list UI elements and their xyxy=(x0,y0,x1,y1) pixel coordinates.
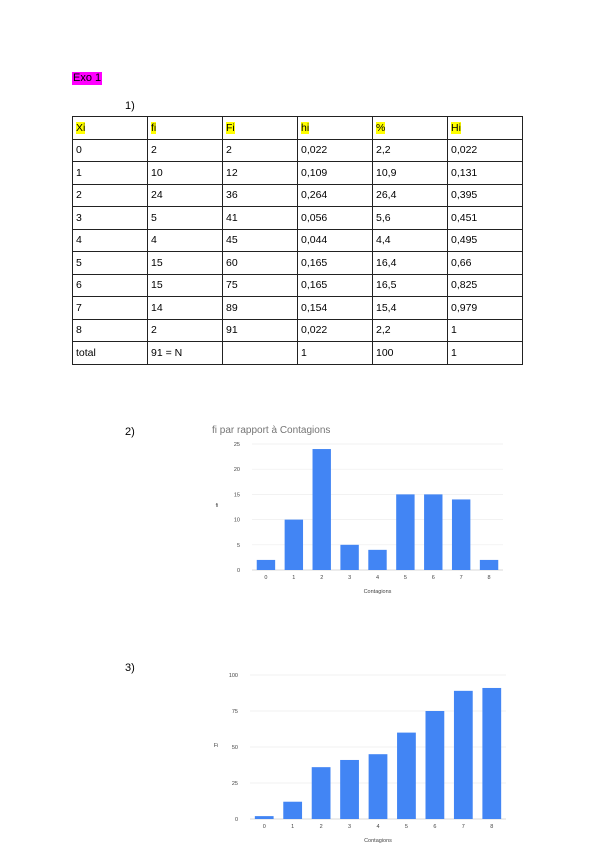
table-cell: 41 xyxy=(223,207,298,230)
y-tick-label: 0 xyxy=(234,817,238,823)
table-cell: 24 xyxy=(148,184,223,207)
table-cell: 0,022 xyxy=(298,139,373,162)
table-cell: 6 xyxy=(73,274,148,297)
bar-4 xyxy=(368,550,386,570)
bar-0 xyxy=(257,560,275,570)
table-cell: 0,495 xyxy=(448,229,523,252)
y-tick-label: 20 xyxy=(233,467,240,474)
x-tick-label: 0 xyxy=(262,824,266,830)
y-tick-label: 5 xyxy=(236,542,240,549)
table-cell: 5 xyxy=(73,252,148,275)
x-tick-label: 1 xyxy=(291,824,295,830)
table-cell: 0,451 xyxy=(448,207,523,230)
table-cell: 1 xyxy=(298,342,373,365)
table-row xyxy=(73,274,523,297)
x-tick-label: 0 xyxy=(264,575,268,581)
Fi-bar-chart xyxy=(200,660,520,848)
column-header xyxy=(223,117,298,140)
table-cell: 4 xyxy=(73,229,148,252)
chart-title: fi par rapport à Contagions xyxy=(212,425,331,436)
table-cell: 5,6 xyxy=(373,207,448,230)
question-3-label: 3) xyxy=(125,662,135,674)
x-tick-label: 4 xyxy=(376,824,380,830)
x-tick-label: 6 xyxy=(431,575,435,581)
column-header-label: Hi xyxy=(451,121,461,134)
y-tick-label: 0 xyxy=(236,568,240,574)
x-tick-label: 7 xyxy=(459,575,463,581)
table-cell: 0,165 xyxy=(298,252,373,275)
table-cell: 10,9 xyxy=(373,162,448,185)
table-cell: 0,264 xyxy=(298,184,373,207)
x-tick-label: 8 xyxy=(490,824,494,830)
table-cell: 0 xyxy=(73,139,148,162)
table-cell: 0,395 xyxy=(448,184,523,207)
y-tick-label: 50 xyxy=(231,745,238,751)
table-cell: 2 xyxy=(223,139,298,162)
table-cell: 14 xyxy=(148,297,223,320)
table-cell: 16,4 xyxy=(373,252,448,275)
table-cell: 0,66 xyxy=(448,252,523,275)
table-cell: 0,109 xyxy=(298,162,373,185)
table-header-row xyxy=(73,117,523,140)
table-cell: 36 xyxy=(223,184,298,207)
table-cell: 2 xyxy=(148,139,223,162)
table-cell xyxy=(223,342,298,365)
table-cell: 89 xyxy=(223,297,298,320)
y-axis-label: Fi xyxy=(213,743,219,749)
bar-1 xyxy=(285,520,303,570)
table-cell: total xyxy=(73,342,148,365)
bar-8 xyxy=(480,560,498,570)
table-cell: 2,2 xyxy=(373,139,448,162)
x-tick-label: 3 xyxy=(348,575,352,581)
table-cell: 0,165 xyxy=(298,274,373,297)
bar-5 xyxy=(396,494,414,570)
table-row xyxy=(73,229,523,252)
table-cell: 2 xyxy=(148,319,223,342)
table-cell: 15,4 xyxy=(373,297,448,320)
table-cell: 0,154 xyxy=(298,297,373,320)
table-cell: 8 xyxy=(73,319,148,342)
table-cell: 1 xyxy=(448,342,523,365)
table-cell: 7 xyxy=(73,297,148,320)
x-axis-label: Contagions xyxy=(364,838,392,844)
bar-5 xyxy=(397,733,416,819)
table-cell: 3 xyxy=(73,207,148,230)
table-cell: 10 xyxy=(148,162,223,185)
table-cell: 0,022 xyxy=(448,139,523,162)
table-cell: 15 xyxy=(148,274,223,297)
table-cell: 0,131 xyxy=(448,162,523,185)
table-cell: 12 xyxy=(223,162,298,185)
bar-7 xyxy=(452,499,470,570)
y-tick-label: 75 xyxy=(231,709,238,715)
table-row xyxy=(73,319,523,342)
y-tick-label: 25 xyxy=(233,442,240,448)
y-tick-label: 25 xyxy=(231,781,238,787)
column-header-label: % xyxy=(376,121,386,134)
table-cell: 0,022 xyxy=(298,319,373,342)
table-row xyxy=(73,252,523,275)
table-cell: 60 xyxy=(223,252,298,275)
table-cell: 45 xyxy=(223,229,298,252)
y-axis-label: fi xyxy=(215,503,219,509)
column-header xyxy=(448,117,523,140)
table-cell: 2,2 xyxy=(373,319,448,342)
bar-0 xyxy=(255,816,274,819)
y-tick-label: 10 xyxy=(233,517,240,524)
table-cell: 26,4 xyxy=(373,184,448,207)
table-cell: 91 xyxy=(223,319,298,342)
table-row xyxy=(73,184,523,207)
bar-2 xyxy=(312,767,331,819)
x-tick-label: 5 xyxy=(404,824,408,830)
x-tick-label: 6 xyxy=(433,824,437,830)
column-header xyxy=(373,117,448,140)
bar-6 xyxy=(424,494,442,570)
table-cell: 5 xyxy=(148,207,223,230)
column-header xyxy=(298,117,373,140)
exercise-title: Exo 1 xyxy=(73,72,102,84)
bar-2 xyxy=(313,449,331,570)
column-header-label: Fi xyxy=(226,121,235,134)
bar-7 xyxy=(454,691,473,819)
x-tick-label: 2 xyxy=(320,575,324,581)
table-row xyxy=(73,297,523,320)
table-cell: 0,056 xyxy=(298,207,373,230)
x-tick-label: 5 xyxy=(403,575,407,581)
bar-3 xyxy=(340,760,359,819)
table-cell: 15 xyxy=(148,252,223,275)
table-row xyxy=(73,139,523,162)
table-cell: 0,825 xyxy=(448,274,523,297)
column-header-label: Xi xyxy=(76,121,86,134)
table-cell: 1 xyxy=(73,162,148,185)
x-tick-label: 1 xyxy=(292,575,296,581)
y-tick-label: 15 xyxy=(233,492,240,499)
x-axis-label: Contagions xyxy=(363,589,392,595)
table-cell: 4 xyxy=(148,229,223,252)
x-tick-label: 4 xyxy=(375,575,380,581)
x-tick-label: 7 xyxy=(461,824,465,830)
x-tick-label: 2 xyxy=(319,824,323,830)
bar-4 xyxy=(369,754,388,819)
bar-6 xyxy=(426,711,445,819)
column-header xyxy=(73,117,148,140)
bar-1 xyxy=(283,802,302,819)
column-header-label: fi xyxy=(151,121,157,134)
table-cell: 100 xyxy=(373,342,448,365)
bar-8 xyxy=(482,688,501,819)
table-cell: 4,4 xyxy=(373,229,448,252)
bar-3 xyxy=(340,545,358,570)
table-cell: 91 = N xyxy=(148,342,223,365)
table-cell: 2 xyxy=(73,184,148,207)
table-cell: 75 xyxy=(223,274,298,297)
question-2-label: 2) xyxy=(125,426,135,438)
table-row xyxy=(73,342,523,365)
table-cell: 1 xyxy=(448,319,523,342)
question-1-label: 1) xyxy=(125,100,135,112)
column-header-label: hi xyxy=(301,121,310,134)
fi-bar-chart xyxy=(200,415,520,605)
table-cell: 16,5 xyxy=(373,274,448,297)
frequency-table xyxy=(72,116,523,365)
table-cell: 0,979 xyxy=(448,297,523,320)
column-header xyxy=(148,117,223,140)
table-cell: 0,044 xyxy=(298,229,373,252)
x-tick-label: 3 xyxy=(348,824,352,830)
table-row xyxy=(73,207,523,230)
table-row xyxy=(73,162,523,185)
y-tick-label: 100 xyxy=(228,673,238,679)
x-tick-label: 8 xyxy=(487,575,491,581)
